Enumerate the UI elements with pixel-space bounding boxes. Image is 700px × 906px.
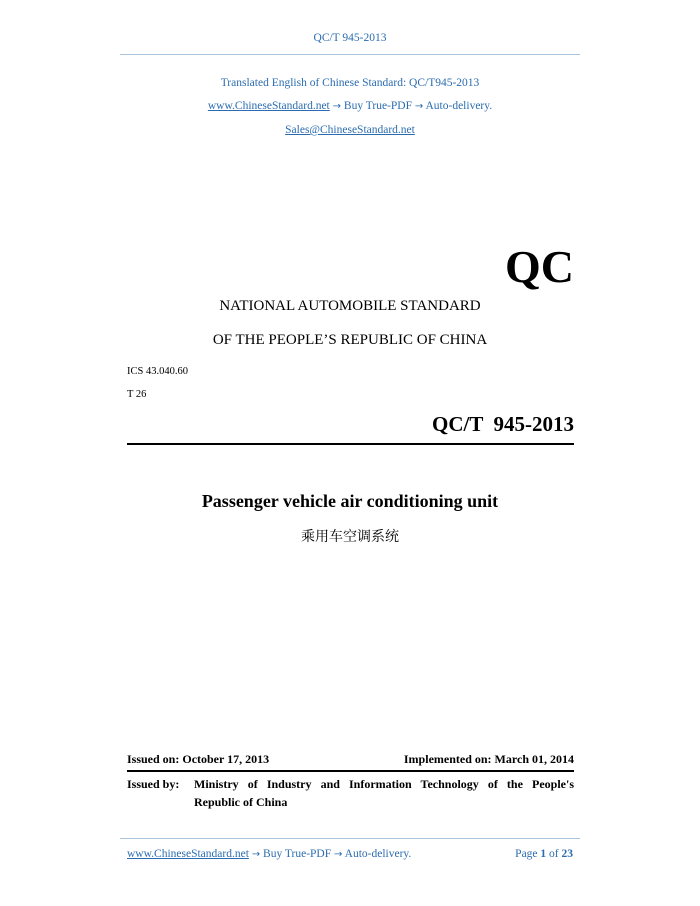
document-title-english: Passenger vehicle air conditioning unit [201, 491, 499, 511]
classification-code: T 26 [127, 389, 147, 400]
footer-buy-text: Buy True-PDF [263, 848, 332, 860]
arrow-right-icon: → [414, 101, 424, 112]
document-title-chinese: 乘用车空调系统 [301, 529, 399, 545]
issuing-organization: Ministry of Industry and Information Technology of the People's [194, 777, 574, 791]
translation-notice: Translated English of Chinese Standard: QC/T945-2013 [220, 77, 480, 89]
footer-divider [120, 838, 580, 839]
issue-divider [127, 770, 574, 772]
page-label: Page [515, 848, 538, 860]
page-indicator [515, 848, 573, 860]
page-total: 23 [561, 848, 573, 860]
issued-by-label: Issued by: [127, 777, 180, 791]
delivery-text: Auto-delivery. [425, 100, 493, 112]
buy-text: Buy True-PDF [343, 100, 412, 112]
site-link[interactable]: www.ChineseStandard.net [207, 100, 330, 112]
footer-site-link[interactable]: www.ChineseStandard.net [127, 848, 249, 860]
page-number: 1 [540, 848, 547, 860]
arrow-right-icon: → [251, 849, 261, 860]
buy-line [0, 100, 700, 112]
arrow-right-icon: → [334, 849, 343, 860]
arrow-right-icon: → [332, 101, 342, 112]
standard-divider [127, 443, 574, 445]
national-standard-country: OF THE PEOPLE’S REPUBLIC OF CHINA [212, 332, 488, 348]
sales-line [0, 124, 700, 136]
footer-delivery-text: Auto-delivery. [344, 848, 412, 860]
issued-on-date: Issued on: October 17, 2013 [127, 752, 270, 766]
header-standard-code: QC/T 945-2013 [313, 32, 387, 44]
national-standard-title: NATIONAL AUTOMOBILE STANDARD [219, 298, 481, 314]
footer-buy-line [127, 848, 411, 860]
qc-logo: QC [505, 241, 574, 292]
implemented-on-date: Implemented on: March 01, 2014 [403, 752, 574, 766]
header-divider [120, 54, 580, 55]
sales-email-link[interactable]: Sales@ChineseStandard.net [285, 124, 415, 136]
issuing-organization-cont: Republic of China [194, 795, 288, 809]
standard-number: QC/T 945-2013 [432, 412, 574, 436]
ics-code: ICS 43.040.60 [127, 366, 188, 377]
of-label: of [549, 848, 559, 860]
